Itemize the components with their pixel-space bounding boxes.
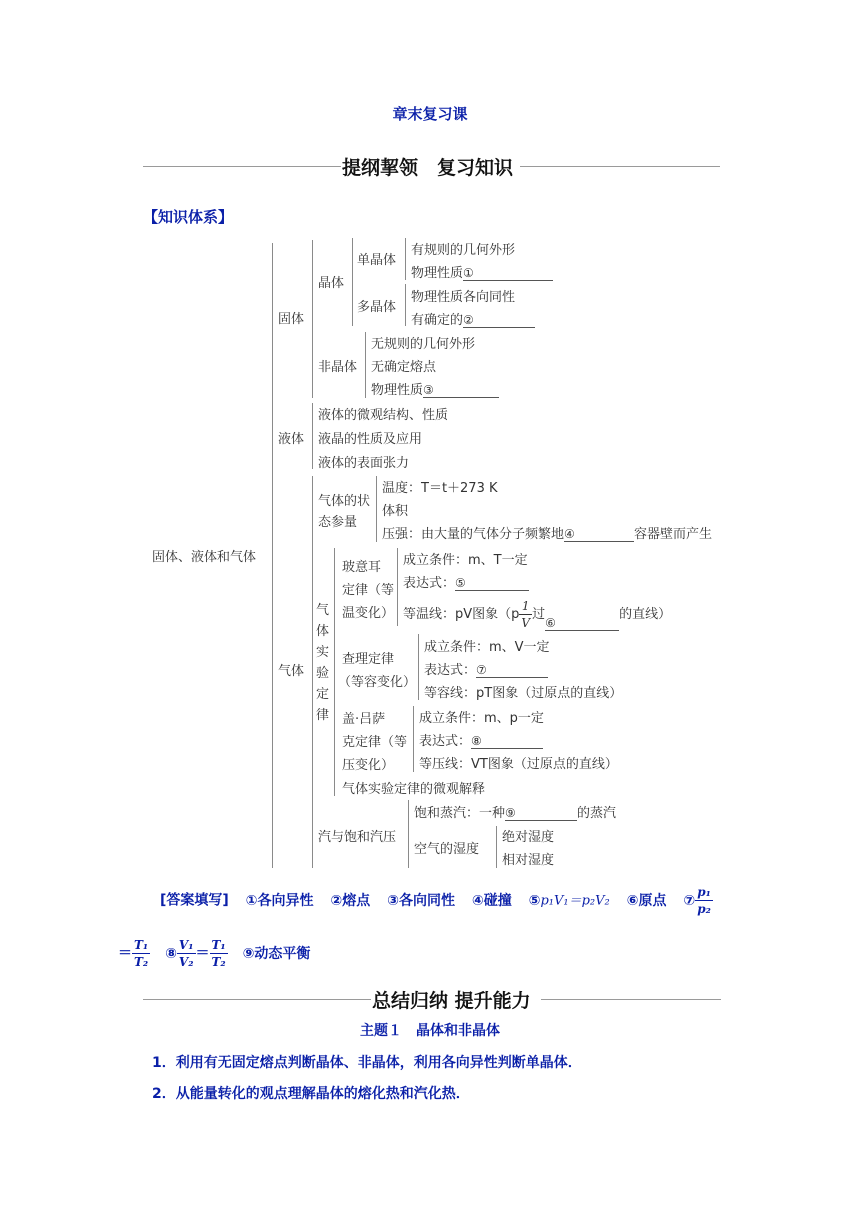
blank-7-number: ⑦ xyxy=(476,663,487,677)
blank-4-number: ④ xyxy=(564,527,575,541)
leaf-g1: 成立条件：m、p一定 xyxy=(419,711,544,726)
brace-solid xyxy=(312,240,313,398)
node-gay-3: 压变化） xyxy=(342,758,395,773)
answer-4: ④碰撞 xyxy=(471,892,512,909)
leaf-sp1: 温度：T＝t＋273 K xyxy=(382,481,498,496)
answer-5-expr: p₁V₁＝p₂V₂ xyxy=(540,893,610,909)
node-single-crystal: 单晶体 xyxy=(357,253,397,268)
node-charles-2: （等容变化） xyxy=(338,675,417,690)
leaf-h1: 绝对湿度 xyxy=(502,830,555,845)
node-gay-1: 盖·吕萨 xyxy=(342,712,386,727)
blank-3-number: ③ xyxy=(423,383,434,397)
answer-7-frac2 xyxy=(132,937,150,970)
answer-7-den2: T₂ xyxy=(134,955,149,969)
leaf-lq2: 液晶的性质及应用 xyxy=(318,432,423,447)
node-state-params-2: 态参量 xyxy=(318,515,358,530)
node-humidity: 空气的湿度 xyxy=(414,842,480,857)
brace-boyle xyxy=(397,548,398,626)
leaf-pc1: 物理性质各向同性 xyxy=(411,290,516,305)
gas-law-char-4: 定 xyxy=(316,687,330,702)
blank-5-number: ⑤ xyxy=(455,576,466,590)
node-solid: 固体 xyxy=(278,312,305,327)
answer-8-den1: V₂ xyxy=(178,955,194,969)
node-boyle-2: 定律（等 xyxy=(342,583,395,598)
brace-gas-laws xyxy=(334,548,335,796)
answers-label: [答案填写] xyxy=(160,892,229,909)
leaf-v1-text-a: 饱和蒸汽：一种 xyxy=(414,806,506,821)
leaf-b3-text-b: 过 xyxy=(532,607,546,622)
blank-1 xyxy=(463,266,553,281)
node-vapor: 汽与饱和汽压 xyxy=(318,830,397,845)
answer-3: ③各向同性 xyxy=(387,892,455,909)
leaf-lq1: 液体的微观结构、性质 xyxy=(318,408,449,423)
leaf-b2-text: 表达式： xyxy=(403,576,456,591)
answer-7-den1: p₂ xyxy=(697,902,711,916)
node-micro: 气体实验定律的微观解释 xyxy=(342,782,486,797)
leaf-b1: 成立条件：m、T一定 xyxy=(403,553,528,568)
answer-7-num1: p₁ xyxy=(697,885,711,899)
leaf-b3 xyxy=(403,598,671,631)
node-gas: 气体 xyxy=(278,664,305,679)
tree-root: 固体、液体和气体 xyxy=(152,550,257,565)
brace-root xyxy=(272,243,273,868)
brace-single xyxy=(405,238,406,280)
blank-8 xyxy=(471,734,543,749)
leaf-b3-fraction-num: 1 xyxy=(519,598,532,615)
blank-4 xyxy=(564,527,634,542)
answer-2: ②熔点 xyxy=(330,892,371,909)
leaf-b2 xyxy=(403,572,529,591)
leaf-sp3-text-b: 容器壁而产生 xyxy=(634,527,713,542)
brace-crystal xyxy=(352,238,353,326)
leaf-am2: 无确定熔点 xyxy=(371,360,437,375)
answer-9: ⑨动态平衡 xyxy=(242,945,311,962)
answer-1: ①各向异性 xyxy=(245,892,314,909)
answer-8-eq: ＝ xyxy=(195,945,210,962)
leaf-g2-text: 表达式： xyxy=(419,734,472,749)
answer-5-prefix: ⑤ xyxy=(528,892,541,909)
point-1: 1．利用有无固定熔点判断晶体、非晶体，利用各向异性判断单晶体． xyxy=(152,1055,582,1071)
leaf-v1 xyxy=(414,802,616,821)
blank-3 xyxy=(423,383,499,398)
leaf-c1: 成立条件：m、V一定 xyxy=(424,640,550,655)
answer-8-num2: T₁ xyxy=(211,938,226,952)
node-amorphous: 非晶体 xyxy=(318,360,358,375)
gas-law-char-5: 律 xyxy=(316,708,330,723)
leaf-c2 xyxy=(424,659,548,678)
answer-8-num1: V₁ xyxy=(178,938,194,952)
blank-6-number: ⑥ xyxy=(545,616,556,630)
brace-liquid xyxy=(312,403,313,469)
answer-7-eq: ＝ xyxy=(118,945,132,962)
blank-8-number: ⑧ xyxy=(471,734,482,748)
section2-rule-left xyxy=(143,999,371,1000)
answer-8-den2: T₂ xyxy=(211,955,226,969)
leaf-am3 xyxy=(371,379,499,398)
gas-law-char-1: 体 xyxy=(316,624,330,639)
leaf-b3-text-c: 的直线） xyxy=(619,607,672,622)
node-gay-2: 克定律（等 xyxy=(342,735,408,750)
leaf-sc2 xyxy=(411,262,553,281)
node-boyle-1: 玻意耳 xyxy=(342,560,382,575)
leaf-sc1: 有规则的几何外形 xyxy=(411,243,516,258)
answer-7-frac1 xyxy=(695,884,713,917)
brace-gas xyxy=(312,476,313,868)
brace-state xyxy=(376,476,377,542)
blank-9-number: ⑨ xyxy=(505,806,516,820)
leaf-pc2 xyxy=(411,309,535,328)
leaf-b3-text-a: 等温线：pV图象（p xyxy=(403,607,520,622)
node-liquid: 液体 xyxy=(278,432,305,447)
answer-8-frac2 xyxy=(210,937,228,970)
section2-title: 总结归纳 提升能力 xyxy=(372,990,531,1012)
blank-9 xyxy=(505,806,577,821)
gas-law-vertical xyxy=(316,600,330,726)
answer-7-num2: T₁ xyxy=(134,938,149,952)
node-poly-crystal: 多晶体 xyxy=(357,300,397,315)
leaf-c3: 等容线：pT图象（过原点的直线） xyxy=(424,686,623,701)
brace-amorphous xyxy=(365,332,366,398)
brace-charles xyxy=(418,634,419,700)
leaf-sc2-text: 物理性质 xyxy=(411,266,464,281)
answer-7-prefix: ⑦ xyxy=(683,892,696,909)
leaf-sp3-text-a: 压强：由大量的气体分子频繁地 xyxy=(382,527,565,542)
brace-gay xyxy=(413,706,414,772)
brace-vapor xyxy=(408,800,409,868)
leaf-b3-fraction xyxy=(519,598,532,631)
leaf-sp2: 体积 xyxy=(382,504,409,519)
topic-title: 主题１ 晶体和非晶体 xyxy=(360,1023,500,1039)
leaf-sp3 xyxy=(382,523,712,542)
page-title: 章末复习课 xyxy=(392,105,468,123)
node-boyle-3: 温变化） xyxy=(342,606,395,621)
section-title: 提纲挈领 复习知识 xyxy=(342,157,514,179)
blank-2 xyxy=(463,313,535,328)
node-crystal: 晶体 xyxy=(318,276,345,291)
leaf-lq3: 液体的表面张力 xyxy=(318,456,410,471)
leaf-v1-text-b: 的蒸汽 xyxy=(577,806,617,821)
blank-2-number: ② xyxy=(463,313,474,327)
blank-1-number: ① xyxy=(463,266,474,280)
gas-law-char-0: 气 xyxy=(316,603,330,618)
answer-6: ⑥原点 xyxy=(626,892,667,909)
answer-8-frac1 xyxy=(177,937,196,970)
leaf-pc2-text: 有确定的 xyxy=(411,313,464,328)
answer-8-prefix: ⑧ xyxy=(165,945,177,962)
leaf-g3: 等压线：VT图象（过原点的直线） xyxy=(419,757,618,772)
blank-5 xyxy=(455,576,529,591)
leaf-h2: 相对湿度 xyxy=(502,853,555,868)
blank-6 xyxy=(545,616,619,631)
leaf-b3-fraction-den: V xyxy=(521,616,531,630)
leaf-g2 xyxy=(419,730,543,749)
knowledge-label: 【知识体系】 xyxy=(143,208,234,226)
section2-rule-right xyxy=(541,999,721,1000)
answers-line-2 xyxy=(118,937,310,970)
brace-humidity xyxy=(496,826,497,868)
leaf-am1: 无规则的几何外形 xyxy=(371,337,476,352)
brace-poly xyxy=(405,284,406,326)
gas-law-char-3: 验 xyxy=(316,666,330,681)
leaf-am3-text: 物理性质 xyxy=(371,383,424,398)
answers-line-1 xyxy=(160,884,713,917)
point-2: 2．从能量转化的观点理解晶体的熔化热和汽化热． xyxy=(152,1086,470,1102)
node-charles-1: 查理定律 xyxy=(342,652,395,667)
node-state-params-1: 气体的状 xyxy=(318,494,371,509)
blank-7 xyxy=(476,663,548,678)
leaf-c2-text: 表达式： xyxy=(424,663,477,678)
gas-law-char-2: 实 xyxy=(316,645,330,660)
